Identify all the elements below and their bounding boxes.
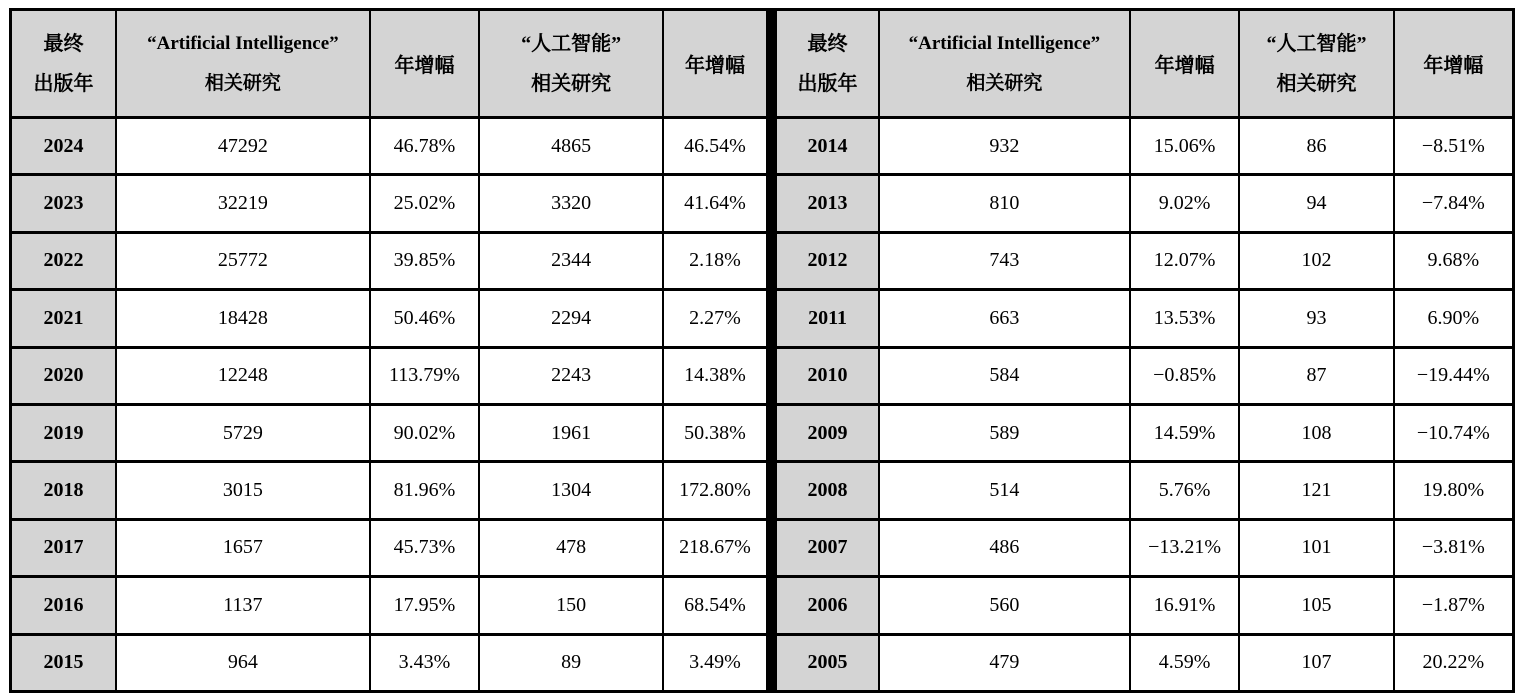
header-year bbox=[776, 10, 880, 118]
cell-ai-zh: 94 bbox=[1239, 175, 1393, 232]
cell-ai-zh-growth: 19.80% bbox=[1394, 462, 1514, 519]
cell-ai-en-growth: 16.91% bbox=[1130, 577, 1240, 634]
cell-year: 2017 bbox=[11, 519, 117, 576]
header-row bbox=[776, 10, 1514, 118]
cell-ai-zh: 121 bbox=[1239, 462, 1393, 519]
cell-ai-en-growth: −13.21% bbox=[1130, 519, 1240, 576]
cell-ai-en-growth: 9.02% bbox=[1130, 175, 1240, 232]
cell-ai-zh-growth: 9.68% bbox=[1394, 232, 1514, 289]
cell-ai-zh-growth: 46.54% bbox=[663, 118, 768, 175]
header-year bbox=[11, 10, 117, 118]
table-right bbox=[774, 8, 1515, 693]
table-row bbox=[11, 462, 768, 519]
cell-ai-zh-growth: 3.49% bbox=[663, 634, 768, 691]
header-row bbox=[11, 10, 768, 118]
cell-ai-en: 584 bbox=[879, 347, 1130, 404]
cell-ai-zh-growth: 172.80% bbox=[663, 462, 768, 519]
cell-ai-zh: 1961 bbox=[479, 404, 663, 461]
cell-year: 2023 bbox=[11, 175, 117, 232]
cell-year: 2013 bbox=[776, 175, 880, 232]
table-row bbox=[11, 404, 768, 461]
cell-ai-en: 560 bbox=[879, 577, 1130, 634]
table-row bbox=[11, 175, 768, 232]
cell-ai-en-growth: 3.43% bbox=[370, 634, 480, 691]
cell-ai-zh: 478 bbox=[479, 519, 663, 576]
table-row bbox=[776, 232, 1514, 289]
cell-ai-en: 18428 bbox=[116, 290, 370, 347]
header-year-line2: 出版年 bbox=[33, 72, 94, 95]
header-ai-en bbox=[879, 10, 1130, 118]
table-right-body bbox=[776, 118, 1514, 692]
cell-year: 2012 bbox=[776, 232, 880, 289]
cell-ai-en: 3015 bbox=[116, 462, 370, 519]
header-ai-en-line1: “Artificial Intelligence” bbox=[147, 33, 339, 55]
cell-ai-en: 932 bbox=[879, 118, 1130, 175]
cell-year: 2007 bbox=[776, 519, 880, 576]
cell-ai-zh: 93 bbox=[1239, 290, 1393, 347]
cell-ai-zh-growth: −3.81% bbox=[1394, 519, 1514, 576]
cell-year: 2010 bbox=[776, 347, 880, 404]
cell-ai-en-growth: 45.73% bbox=[370, 519, 480, 576]
table-row bbox=[11, 118, 768, 175]
cell-ai-zh: 4865 bbox=[479, 118, 663, 175]
cell-ai-en-growth: 17.95% bbox=[370, 577, 480, 634]
cell-year: 2020 bbox=[11, 347, 117, 404]
cell-ai-en: 964 bbox=[116, 634, 370, 691]
cell-ai-zh-growth: −8.51% bbox=[1394, 118, 1514, 175]
table-row bbox=[776, 118, 1514, 175]
cell-ai-zh: 150 bbox=[479, 577, 663, 634]
table-row bbox=[776, 175, 1514, 232]
cell-ai-zh: 86 bbox=[1239, 118, 1393, 175]
cell-year: 2005 bbox=[776, 634, 880, 691]
header-ai-zh-line1: “人工智能” bbox=[521, 32, 622, 55]
header-ai-zh bbox=[479, 10, 663, 118]
table-row bbox=[11, 519, 768, 576]
table-left-body bbox=[11, 118, 768, 692]
cell-ai-zh: 102 bbox=[1239, 232, 1393, 289]
cell-ai-en-growth: 90.02% bbox=[370, 404, 480, 461]
tables-wrapper bbox=[9, 8, 1515, 693]
cell-ai-zh: 2344 bbox=[479, 232, 663, 289]
cell-ai-zh-growth: 14.38% bbox=[663, 347, 768, 404]
cell-year: 2024 bbox=[11, 118, 117, 175]
header-ai-zh-line2: 相关研究 bbox=[531, 72, 612, 95]
table-left-header bbox=[11, 10, 768, 118]
cell-ai-en-growth: −0.85% bbox=[1130, 347, 1240, 404]
cell-ai-zh: 3320 bbox=[479, 175, 663, 232]
cell-ai-en: 32219 bbox=[116, 175, 370, 232]
table-right-header bbox=[776, 10, 1514, 118]
cell-year: 2021 bbox=[11, 290, 117, 347]
table-left bbox=[9, 8, 769, 693]
cell-ai-en-growth: 12.07% bbox=[1130, 232, 1240, 289]
cell-ai-en: 479 bbox=[879, 634, 1130, 691]
cell-ai-zh-growth: 2.27% bbox=[663, 290, 768, 347]
header-ai-zh-line2: 相关研究 bbox=[1276, 72, 1357, 95]
cell-ai-zh: 107 bbox=[1239, 634, 1393, 691]
header-ai-en-line2: 相关研究 bbox=[204, 72, 281, 94]
cell-ai-zh: 108 bbox=[1239, 404, 1393, 461]
cell-ai-zh-growth: −1.87% bbox=[1394, 577, 1514, 634]
header-year-line1: 最终 bbox=[43, 32, 84, 55]
table-row bbox=[11, 577, 768, 634]
header-growth-en: 年增幅 bbox=[1130, 10, 1240, 118]
cell-ai-en-growth: 4.59% bbox=[1130, 634, 1240, 691]
cell-ai-zh-growth: 68.54% bbox=[663, 577, 768, 634]
cell-ai-en-growth: 81.96% bbox=[370, 462, 480, 519]
table-row bbox=[776, 577, 1514, 634]
table-row bbox=[776, 290, 1514, 347]
cell-year: 2008 bbox=[776, 462, 880, 519]
cell-ai-en: 663 bbox=[879, 290, 1130, 347]
cell-ai-en-growth: 39.85% bbox=[370, 232, 480, 289]
cell-ai-zh-growth: −7.84% bbox=[1394, 175, 1514, 232]
table-row bbox=[776, 462, 1514, 519]
cell-ai-zh-growth: 6.90% bbox=[1394, 290, 1514, 347]
cell-year: 2011 bbox=[776, 290, 880, 347]
cell-ai-zh: 87 bbox=[1239, 347, 1393, 404]
table-row bbox=[776, 519, 1514, 576]
cell-ai-zh: 2294 bbox=[479, 290, 663, 347]
table-row bbox=[776, 347, 1514, 404]
cell-ai-zh: 105 bbox=[1239, 577, 1393, 634]
header-year-line2: 出版年 bbox=[797, 72, 858, 95]
cell-ai-en: 1137 bbox=[116, 577, 370, 634]
table-row bbox=[11, 634, 768, 691]
cell-ai-en-growth: 15.06% bbox=[1130, 118, 1240, 175]
cell-ai-zh: 1304 bbox=[479, 462, 663, 519]
cell-ai-en-growth: 25.02% bbox=[370, 175, 480, 232]
cell-year: 2015 bbox=[11, 634, 117, 691]
cell-ai-zh-growth: 50.38% bbox=[663, 404, 768, 461]
cell-ai-en-growth: 50.46% bbox=[370, 290, 480, 347]
table-row bbox=[776, 404, 1514, 461]
cell-ai-en-growth: 13.53% bbox=[1130, 290, 1240, 347]
cell-ai-en: 514 bbox=[879, 462, 1130, 519]
cell-ai-en-growth: 46.78% bbox=[370, 118, 480, 175]
cell-year: 2014 bbox=[776, 118, 880, 175]
header-ai-en-line2: 相关研究 bbox=[966, 72, 1043, 94]
cell-year: 2016 bbox=[11, 577, 117, 634]
cell-ai-en-growth: 5.76% bbox=[1130, 462, 1240, 519]
cell-year: 2022 bbox=[11, 232, 117, 289]
header-year-line1: 最终 bbox=[807, 32, 848, 55]
cell-ai-zh-growth: 2.18% bbox=[663, 232, 768, 289]
header-ai-zh bbox=[1239, 10, 1393, 118]
cell-ai-en: 12248 bbox=[116, 347, 370, 404]
cell-ai-en: 47292 bbox=[116, 118, 370, 175]
cell-ai-en: 25772 bbox=[116, 232, 370, 289]
table-row bbox=[11, 347, 768, 404]
cell-ai-zh: 2243 bbox=[479, 347, 663, 404]
table-row bbox=[11, 290, 768, 347]
cell-ai-en: 743 bbox=[879, 232, 1130, 289]
header-growth-zh: 年增幅 bbox=[1394, 10, 1514, 118]
cell-year: 2009 bbox=[776, 404, 880, 461]
table-row bbox=[11, 232, 768, 289]
cell-ai-en: 1657 bbox=[116, 519, 370, 576]
cell-ai-zh-growth: 218.67% bbox=[663, 519, 768, 576]
cell-ai-en: 5729 bbox=[116, 404, 370, 461]
cell-ai-zh-growth: 20.22% bbox=[1394, 634, 1514, 691]
header-growth-zh: 年增幅 bbox=[663, 10, 768, 118]
header-ai-zh-line1: “人工智能” bbox=[1266, 32, 1367, 55]
cell-ai-en-growth: 113.79% bbox=[370, 347, 480, 404]
cell-ai-zh-growth: 41.64% bbox=[663, 175, 768, 232]
cell-ai-zh: 89 bbox=[479, 634, 663, 691]
cell-ai-zh-growth: −19.44% bbox=[1394, 347, 1514, 404]
header-growth-en: 年增幅 bbox=[370, 10, 480, 118]
header-ai-en bbox=[116, 10, 370, 118]
cell-ai-zh: 101 bbox=[1239, 519, 1393, 576]
table-row bbox=[776, 634, 1514, 691]
cell-ai-en: 589 bbox=[879, 404, 1130, 461]
cell-ai-en-growth: 14.59% bbox=[1130, 404, 1240, 461]
cell-year: 2019 bbox=[11, 404, 117, 461]
cell-year: 2006 bbox=[776, 577, 880, 634]
header-ai-en-line1: “Artificial Intelligence” bbox=[908, 33, 1101, 55]
cell-ai-en: 810 bbox=[879, 175, 1130, 232]
cell-year: 2018 bbox=[11, 462, 117, 519]
cell-ai-en: 486 bbox=[879, 519, 1130, 576]
cell-ai-zh-growth: −10.74% bbox=[1394, 404, 1514, 461]
